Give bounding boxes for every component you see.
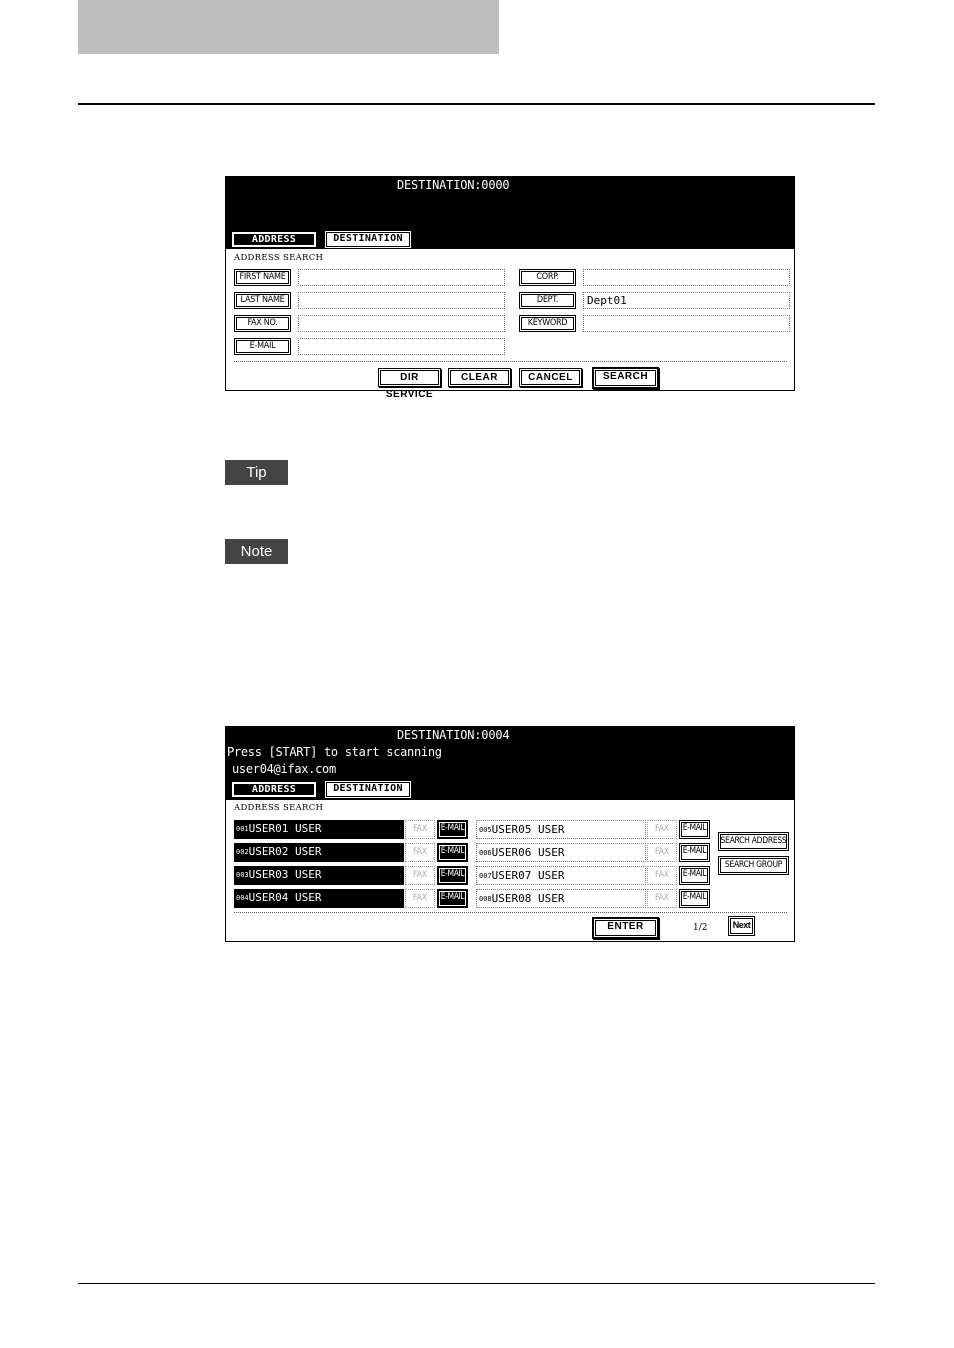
email-toggle[interactable]: E-MAIL xyxy=(679,820,710,839)
fax-toggle[interactable]: FAX xyxy=(405,866,435,885)
corp-button[interactable]: CORP. xyxy=(519,269,576,286)
tab-destination[interactable]: DESTINATION xyxy=(326,782,410,797)
next-page-button[interactable]: Next xyxy=(728,916,755,936)
fax-toggle[interactable]: FAX xyxy=(405,843,435,862)
user-name-cell[interactable]: 006USER06 USER xyxy=(476,843,646,862)
clear-button[interactable]: CLEAR xyxy=(448,368,511,387)
user-name-cell[interactable]: 003USER03 USER xyxy=(234,866,404,885)
table-row[interactable] xyxy=(476,820,712,839)
table-row[interactable] xyxy=(234,866,470,885)
selected-address: user04@ifax.com xyxy=(232,762,336,776)
table-row[interactable] xyxy=(476,866,712,885)
chapter-header-band xyxy=(78,0,499,54)
address-search-screen xyxy=(225,176,795,400)
email-field[interactable] xyxy=(298,338,505,355)
email-toggle[interactable]: E-MAIL xyxy=(679,889,710,908)
status-area xyxy=(226,727,794,800)
enter-button[interactable]: ENTER xyxy=(592,917,659,939)
user-name-cell[interactable]: 008USER08 USER xyxy=(476,889,646,908)
corp-field[interactable] xyxy=(583,269,790,286)
header-rule xyxy=(78,103,875,105)
fax-toggle[interactable]: FAX xyxy=(647,843,677,862)
fax-toggle[interactable]: FAX xyxy=(647,866,677,885)
user-name-cell[interactable]: 007USER07 USER xyxy=(476,866,646,885)
fax-toggle[interactable]: FAX xyxy=(647,889,677,908)
table-row[interactable] xyxy=(234,843,470,862)
table-row[interactable] xyxy=(476,843,712,862)
fax-no-button[interactable]: FAX NO. xyxy=(234,315,291,332)
fax-toggle[interactable]: FAX xyxy=(405,889,435,908)
footer-rule xyxy=(78,1283,875,1284)
email-toggle[interactable]: E-MAIL xyxy=(437,866,468,885)
status-message: Press [START] to start scanning xyxy=(227,745,442,759)
note-badge: Note xyxy=(225,539,288,564)
status-area xyxy=(226,177,794,249)
tab-address[interactable]: ADDRESS xyxy=(232,782,316,797)
destination-count: DESTINATION:0000 xyxy=(397,178,510,192)
first-name-field[interactable] xyxy=(298,269,505,286)
email-toggle[interactable]: E-MAIL xyxy=(679,866,710,885)
section-label: ADDRESS SEARCH xyxy=(234,253,324,263)
divider xyxy=(234,912,787,913)
last-name-button[interactable]: LAST NAME xyxy=(234,292,291,309)
email-toggle[interactable]: E-MAIL xyxy=(437,843,468,862)
email-toggle[interactable]: E-MAIL xyxy=(679,843,710,862)
search-results-screen xyxy=(225,726,795,942)
search-group-button[interactable]: SEARCH GROUP xyxy=(718,856,789,875)
table-row[interactable] xyxy=(234,889,470,908)
cancel-button[interactable]: CANCEL xyxy=(519,368,582,387)
section-label: ADDRESS SEARCH xyxy=(234,803,324,813)
email-toggle[interactable]: E-MAIL xyxy=(437,820,468,839)
email-button[interactable]: E-MAIL xyxy=(234,338,291,355)
email-toggle[interactable]: E-MAIL xyxy=(437,889,468,908)
search-button[interactable]: SEARCH xyxy=(592,367,659,389)
dir-service-button[interactable]: DIR SERVICE xyxy=(378,368,441,387)
fax-no-field[interactable] xyxy=(298,315,505,332)
keyword-button[interactable]: KEYWORD xyxy=(519,315,576,332)
tab-destination[interactable]: DESTINATION xyxy=(326,232,410,247)
tip-badge: Tip xyxy=(225,460,288,485)
user-name-cell[interactable]: 002USER02 USER xyxy=(234,843,404,862)
keyword-field[interactable] xyxy=(583,315,790,332)
fax-toggle[interactable]: FAX xyxy=(647,820,677,839)
page-indicator: 1/2 xyxy=(693,923,708,933)
user-name-cell[interactable]: 001USER01 USER xyxy=(234,820,404,839)
user-name-cell[interactable]: 004USER04 USER xyxy=(234,889,404,908)
user-name-cell[interactable]: 005USER05 USER xyxy=(476,820,646,839)
divider xyxy=(234,361,787,362)
search-address-button[interactable]: SEARCH ADDRESS xyxy=(718,832,789,851)
first-name-button[interactable]: FIRST NAME xyxy=(234,269,291,286)
table-row[interactable] xyxy=(476,889,712,908)
fax-toggle[interactable]: FAX xyxy=(405,820,435,839)
tab-address[interactable]: ADDRESS xyxy=(232,232,316,247)
dept-field[interactable]: Dept01 xyxy=(583,292,790,309)
last-name-field[interactable] xyxy=(298,292,505,309)
dept-button[interactable]: DEPT. xyxy=(519,292,576,309)
table-row[interactable] xyxy=(234,820,470,839)
destination-count: DESTINATION:0004 xyxy=(397,728,510,742)
